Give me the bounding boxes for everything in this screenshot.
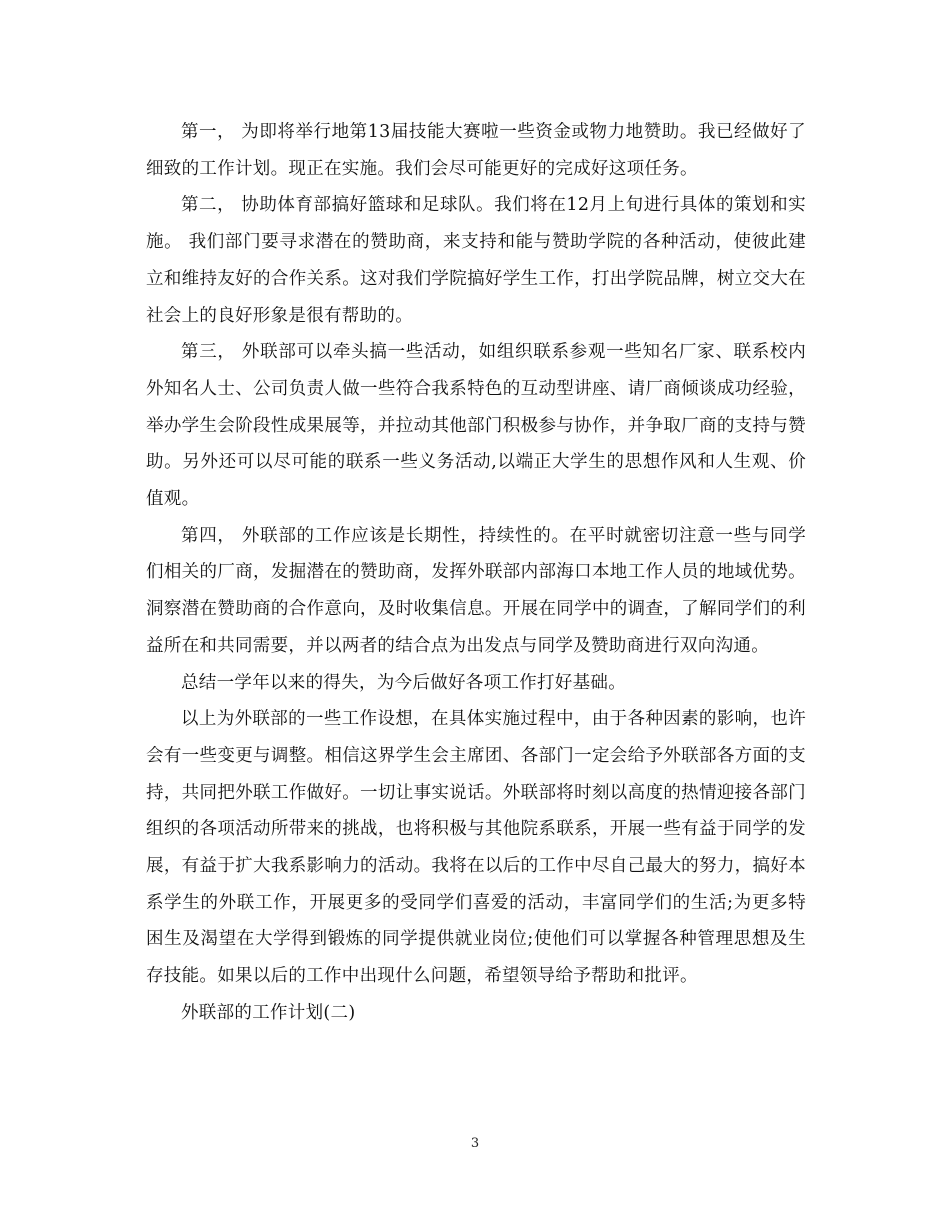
paragraph-fourth: 第四， 外联部的工作应该是长期性，持续性的。在平时就密切注意一些与同学们相关的厂商，发掘潜在的赞助商，发挥外联部内部海口本地工作人员的地域优势。洞察潜在赞助商的合作意向，及时收集信息。开展在同学中的调查，了解同学们的利益所在和共同需要，并以两者的结合点为出发点与同学及赞助商进行双向沟通。 bbox=[146, 525, 806, 656]
page-number: 3 bbox=[470, 1136, 480, 1151]
paragraph-first: 第一， 为即将举行地第13届技能大赛啦一些资金或物力地赞助。我已经做好了细致的工作计划。现正在实施。我们会尽可能更好的完成好这项任务。 bbox=[146, 122, 806, 179]
paragraph-third: 第三， 外联部可以牵头搞一些活动，如组织联系参观一些知名厂家、联系校内外知名人士、公司负责人做一些符合我系特色的互动型讲座、请厂商倾谈成功经验，举办学生会阶段性成果展等，并拉动其他部门积极参与协作，并争取厂商的支持与赞助。另外还可以尽可能的联系一些义务活动,以端正大学生的思想作风和人生观、价值观。 bbox=[146, 342, 806, 510]
paragraph-second: 第二， 协助体育部搞好篮球和足球队。我们将在12月上旬进行具体的策划和实施。 我们部门要寻求潜在的赞助商，来支持和能与赞助学院的各种活动，使彼此建立和维持友好的合作关系。这对我们学院搞好学生工作，打出学院品牌，树立交大在社会上的良好形象是很有帮助的。 bbox=[146, 195, 806, 326]
document-body bbox=[146, 114, 806, 1032]
paragraph-summary: 总结一学年以来的得失，为今后做好各项工作打好基础。 bbox=[181, 672, 626, 693]
paragraph-conclusion: 以上为外联部的一些工作设想，在具体实施过程中，由于各种因素的影响，也许会有一些变更与调整。相信这界学生会主席团、各部门一定会给予外联部各方面的支持，共同把外联工作做好。一切让事实说话。外联部将时刻以高度的热情迎接各部门组织的各项活动所带来的挑战，也将积极与其他院系联系，开展一些有益于同学的发展，有益于扩大我系影响力的活动。我将在以后的工作中尽自己最大的努力，搞好本系学生的外联工作，开展更多的受同学们喜爱的活动，丰富同学们的生活;为更多特困生及渴望在大学得到锻炼的同学提供就业岗位;使他们可以掌握各种管理思想及生存技能。如果以后的工作中出现什么问题，希望领导给予帮助和批评。 bbox=[146, 709, 806, 987]
section-heading: 外联部的工作计划(二) bbox=[181, 1002, 356, 1023]
